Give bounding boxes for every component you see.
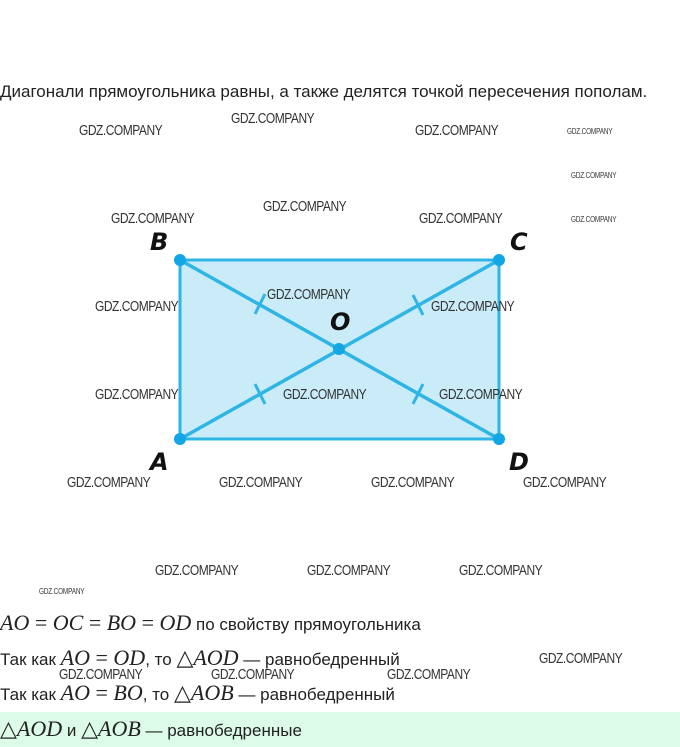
solution-line-1 — [0, 610, 421, 636]
watermark: GDZ.COMPANY — [95, 298, 179, 315]
watermark: GDZ.COMPANY — [111, 210, 195, 227]
math-eq: = — [136, 610, 160, 635]
watermark: GDZ.COMPANY — [571, 171, 617, 180]
watermark: GDZ.COMPANY — [439, 386, 523, 403]
watermark: GDZ.COMPANY — [415, 122, 499, 139]
triangle-symbol: △ — [81, 716, 99, 741]
intro-text: Диагонали прямоугольника равны, а также делятся точкой пересечения пополам. — [0, 82, 648, 101]
label-d: D — [509, 448, 529, 476]
watermark: GDZ.COMPANY — [523, 474, 607, 491]
math-od: OD — [159, 610, 192, 635]
solution-text: — равнобедренный — [238, 650, 400, 669]
solution-text: , то — [145, 650, 177, 669]
label-b: B — [150, 228, 169, 256]
math-ao: AO — [0, 610, 30, 635]
math-ao: AO — [60, 645, 90, 670]
math-eq: = — [83, 610, 107, 635]
solution-text: — равнобедренный — [233, 685, 395, 704]
math-bo: BO — [106, 610, 137, 635]
point-b — [174, 254, 186, 266]
watermark: GDZ.COMPANY — [263, 198, 347, 215]
solution-text: Так как — [0, 685, 61, 704]
math-od: OD — [113, 645, 146, 670]
math-eq: = — [90, 680, 114, 705]
math-ao: AO — [60, 680, 90, 705]
math-aob: AOB — [98, 716, 141, 741]
watermark: GDZ.COMPANY — [387, 666, 471, 683]
point-o — [333, 343, 345, 355]
watermark: GDZ.COMPANY — [155, 562, 239, 579]
watermark: GDZ.COMPANY — [307, 562, 391, 579]
math-oc: OC — [52, 610, 84, 635]
solution-text: по свойству прямоугольника — [191, 615, 421, 634]
math-aod: AOD — [16, 716, 63, 741]
triangle-symbol: △ — [176, 645, 194, 670]
watermark: GDZ.COMPANY — [39, 587, 85, 596]
watermark: GDZ.COMPANY — [419, 210, 503, 227]
watermark: GDZ.COMPANY — [571, 215, 617, 224]
watermark: GDZ.COMPANY — [539, 650, 623, 667]
solution-line-3 — [0, 680, 395, 706]
point-a — [174, 433, 186, 445]
math-aod: AOD — [193, 645, 239, 670]
label-c: C — [510, 228, 528, 256]
watermark: GDZ.COMPANY — [95, 386, 179, 403]
solution-text: Так как — [0, 650, 61, 669]
point-d — [493, 433, 505, 445]
watermark: GDZ.COMPANY — [67, 474, 151, 491]
math-eq: = — [29, 610, 53, 635]
watermark: GDZ.COMPANY — [231, 110, 315, 127]
watermark: GDZ.COMPANY — [219, 474, 303, 491]
watermark: GDZ.COMPANY — [59, 666, 143, 683]
math-bo: BO — [113, 680, 143, 705]
solution-text: и — [62, 721, 82, 740]
point-c — [493, 254, 505, 266]
label-a: A — [150, 448, 169, 476]
solution-line-2 — [0, 645, 400, 671]
watermark: GDZ.COMPANY — [371, 474, 455, 491]
label-o: O — [330, 308, 351, 336]
watermark: GDZ.COMPANY — [283, 386, 367, 403]
math-eq: = — [90, 645, 114, 670]
watermark: GDZ.COMPANY — [567, 127, 613, 136]
watermark: GDZ.COMPANY — [459, 562, 543, 579]
math-aob: AOB — [190, 680, 234, 705]
triangle-symbol: △ — [173, 680, 191, 705]
solution-conclusion — [0, 716, 302, 742]
solution-text: , то — [142, 685, 174, 704]
watermark: GDZ.COMPANY — [431, 298, 515, 315]
triangle-symbol: △ — [0, 716, 17, 741]
watermark: GDZ.COMPANY — [79, 122, 163, 139]
watermark: GDZ.COMPANY — [267, 286, 351, 303]
watermark: GDZ.COMPANY — [211, 666, 295, 683]
solution-text: — равнобедренные — [140, 721, 302, 740]
